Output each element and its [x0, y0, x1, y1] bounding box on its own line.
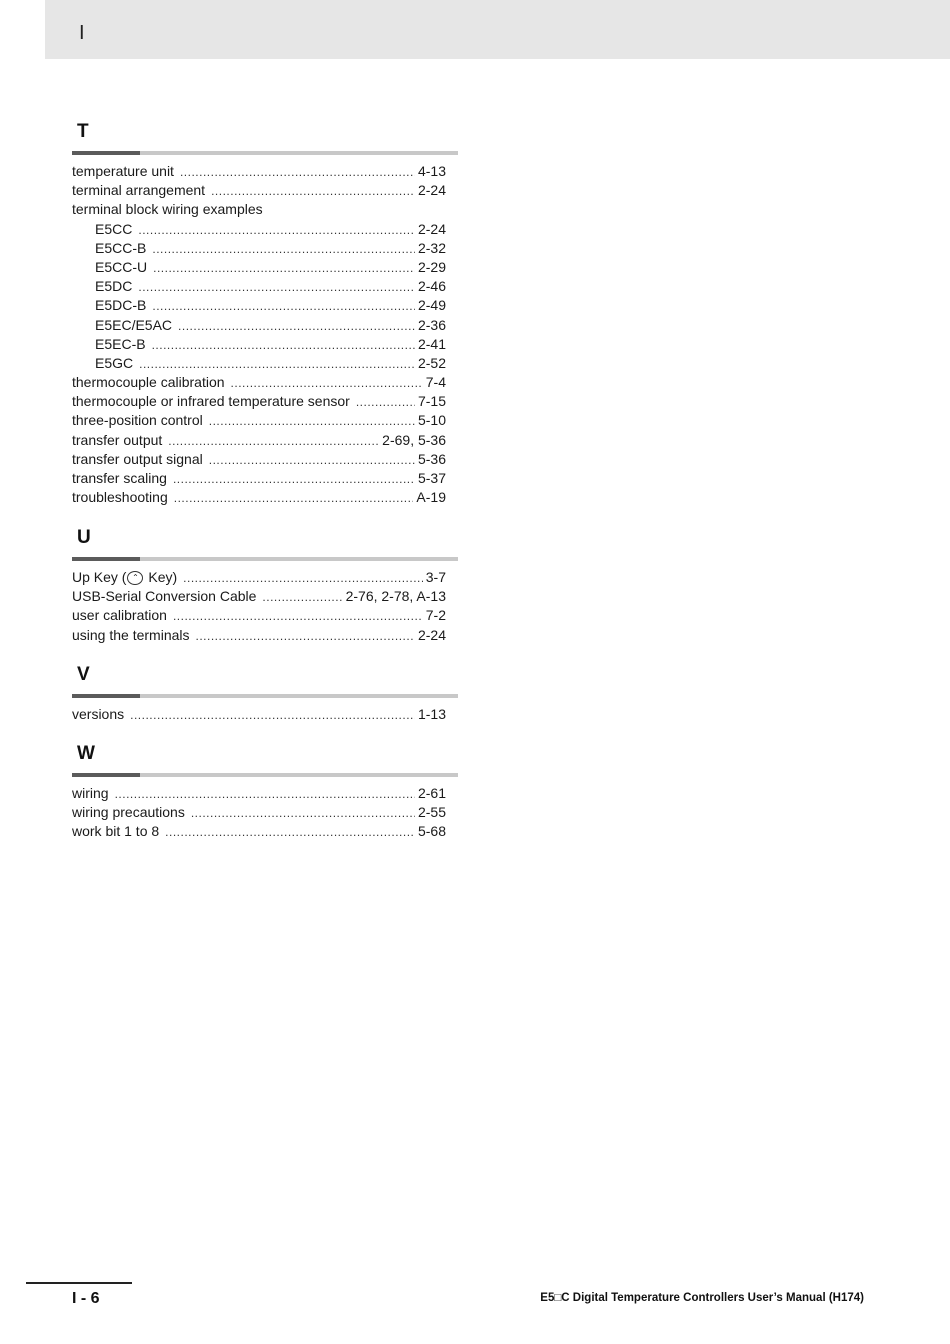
index-entry-heading: [72, 200, 446, 219]
index-entry[interactable]: [72, 705, 446, 724]
entry-term: thermocouple calibration: [72, 374, 225, 391]
index-marker: I: [79, 22, 85, 44]
entry-page: 5-10: [417, 412, 446, 429]
entry-page: 2-24: [417, 626, 446, 643]
section-letter: V: [77, 664, 90, 685]
entry-term: troubleshooting: [72, 489, 168, 506]
entry-term: user calibration: [72, 607, 167, 624]
index-subentry[interactable]: [72, 354, 446, 373]
entry-page: 7-2: [425, 607, 446, 624]
index-entry[interactable]: [72, 469, 446, 488]
entry-page: 2-46: [417, 278, 446, 295]
entry-page: 2-52: [417, 354, 446, 371]
index-subentry[interactable]: [72, 316, 446, 335]
section-rule: [72, 557, 458, 561]
index-entry[interactable]: [72, 181, 446, 200]
entry-term: E5DC-B: [95, 297, 147, 314]
index-entry[interactable]: [72, 162, 446, 181]
page-number: I - 6: [72, 1290, 100, 1307]
entry-page: 2-24: [417, 182, 446, 199]
entry-term: wiring precautions: [72, 804, 185, 821]
up-key-icon: ⌃: [127, 571, 143, 585]
entry-term: transfer output: [72, 431, 163, 448]
index-entry[interactable]: [72, 803, 446, 822]
entry-term: transfer output signal: [72, 450, 203, 467]
entry-term: using the terminals: [72, 626, 190, 643]
section-letter: U: [77, 527, 91, 548]
entry-term: wiring: [72, 785, 109, 801]
entry-term: E5GC: [95, 354, 134, 371]
entry-term: E5EC/E5AC: [95, 316, 173, 333]
index-entry[interactable]: [72, 606, 446, 625]
index-subentry[interactable]: [72, 258, 446, 277]
entry-page: 5-36: [417, 450, 446, 467]
entry-term: versions: [72, 706, 125, 722]
entry-page: 1-13: [417, 706, 446, 722]
entry-page: 2-41: [417, 335, 446, 352]
header-band: [45, 0, 950, 59]
index-entry[interactable]: [72, 784, 446, 803]
index-entry[interactable]: [72, 488, 446, 507]
entry-page: 2-24: [417, 220, 446, 237]
index-entry[interactable]: [72, 626, 446, 645]
entry-term: thermocouple or infrared temperature sensor: [72, 393, 350, 410]
entry-page: 2-29: [417, 258, 446, 275]
entry-page: 2-36: [417, 316, 446, 333]
index-subentry[interactable]: [72, 220, 446, 239]
index-entry[interactable]: [72, 450, 446, 469]
section-rule: [72, 151, 458, 155]
footer-rule: [26, 1282, 132, 1284]
index-subentry[interactable]: [72, 335, 446, 354]
index-subentry[interactable]: [72, 277, 446, 296]
manual-title: E5□C Digital Temperature Controllers User’s Manual (H174): [540, 1292, 864, 1304]
entry-term: E5CC-B: [95, 239, 147, 256]
section-entries: [72, 705, 446, 724]
entry-page: 2-49: [417, 297, 446, 314]
index-entry[interactable]: [72, 392, 446, 411]
entry-page: 5-68: [417, 823, 446, 840]
index-entry[interactable]: [72, 431, 446, 450]
entry-term: USB-Serial Conversion Cable: [72, 588, 257, 605]
entry-page: 7-4: [425, 374, 446, 391]
entry-page: 2-32: [417, 239, 446, 256]
entry-term: temperature unit: [72, 163, 174, 179]
entry-term: E5DC: [95, 278, 133, 295]
index-entry[interactable]: [72, 587, 446, 606]
section-letter: W: [77, 743, 95, 764]
index-subentry[interactable]: [72, 239, 446, 258]
index-entry[interactable]: [72, 373, 446, 392]
entry-term: transfer scaling: [72, 470, 167, 486]
entry-page: 2-76, 2-78, A-13: [345, 588, 446, 605]
entry-page: 7-15: [417, 393, 446, 410]
section-entries: [72, 568, 446, 645]
section-rule: [72, 694, 458, 698]
entry-page: 2-55: [417, 804, 446, 821]
entry-term: terminal arrangement: [72, 182, 206, 199]
index-entry[interactable]: [72, 568, 446, 587]
entry-term: three-position control: [72, 412, 203, 429]
entry-page: 4-13: [417, 163, 446, 179]
entry-term: E5CC-U: [95, 258, 148, 275]
entry-term: E5EC-B: [95, 335, 146, 352]
entry-term: Up Key ( ⌃ Key): [72, 569, 178, 585]
entry-page: 2-69, 5-36: [382, 431, 446, 448]
section-entries: [72, 162, 446, 507]
index-entry[interactable]: [72, 822, 446, 841]
section-entries: [72, 784, 446, 842]
entry-term: E5CC: [95, 220, 133, 237]
section-rule: [72, 773, 458, 777]
entry-page: 5-37: [417, 470, 446, 486]
entry-term: terminal block wiring examples: [72, 201, 263, 218]
index-entry[interactable]: [72, 411, 446, 430]
entry-page: A-19: [416, 489, 446, 506]
entry-term: work bit 1 to 8: [72, 823, 160, 840]
section-letter: T: [77, 121, 89, 142]
index-subentry[interactable]: [72, 296, 446, 315]
entry-page: 2-61: [417, 785, 446, 801]
entry-page: 3-7: [425, 569, 446, 585]
